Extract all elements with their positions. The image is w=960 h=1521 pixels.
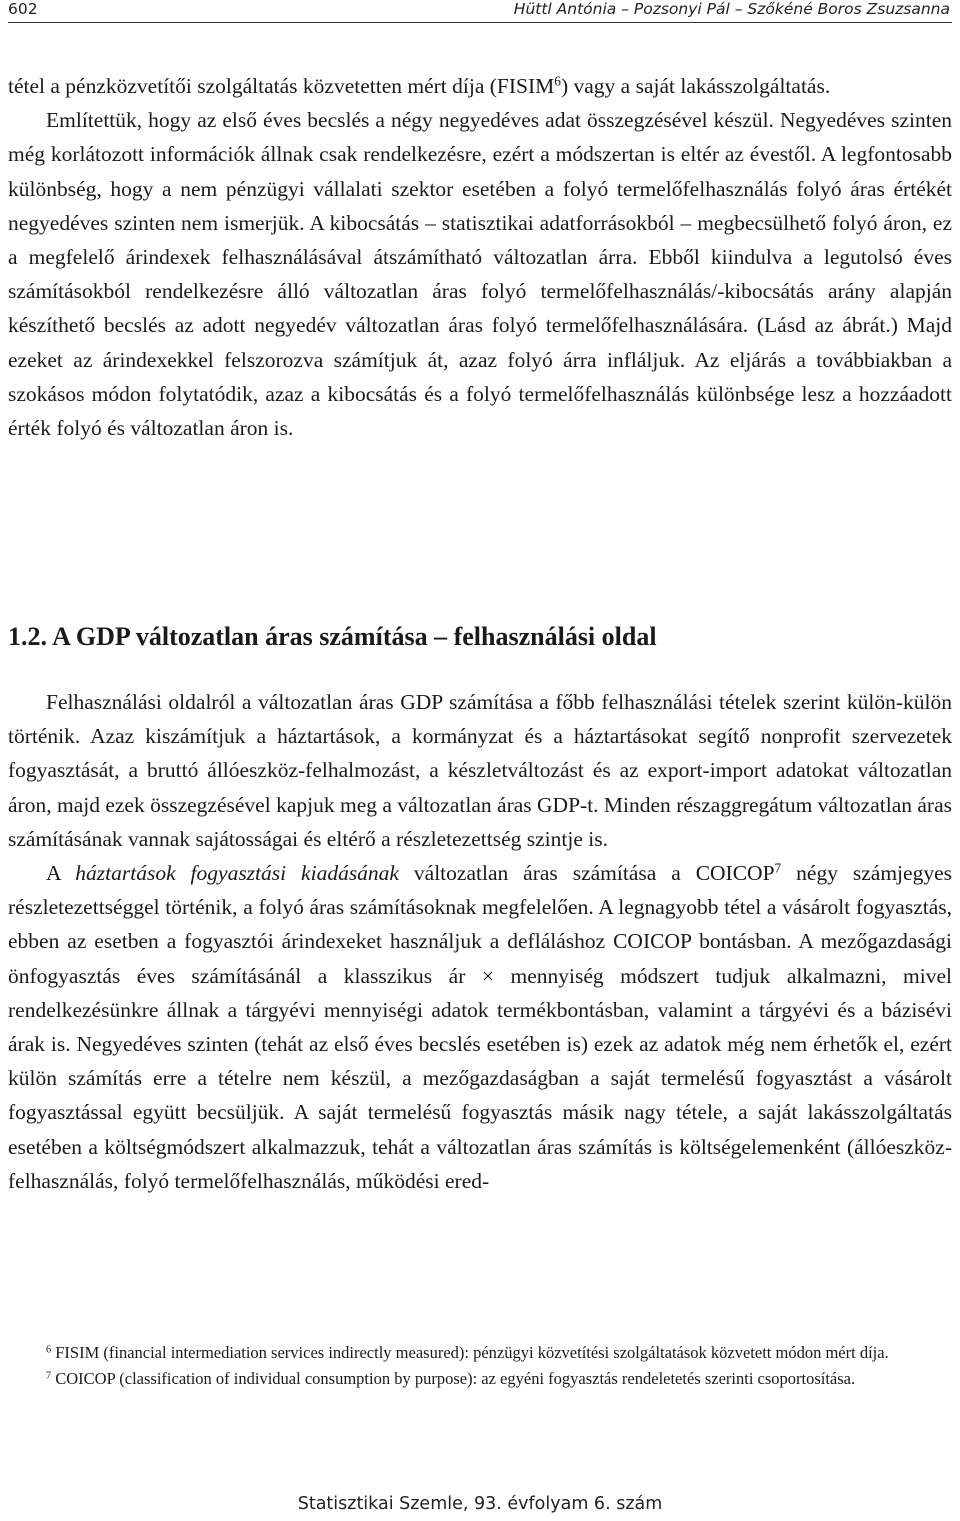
paragraph (8, 69, 952, 103)
text-run: változatlan áras számítása a COICOP (398, 861, 775, 886)
section-2-body (8, 685, 952, 1198)
paragraph (8, 856, 952, 1198)
running-footer: Statisztikai Szemle, 93. évfolyam 6. szám (297, 1494, 663, 1514)
italic-term: háztartások fogyasztási kiadásának (75, 861, 399, 886)
footnote-ref: 6 (554, 73, 561, 89)
footnote-ref: 7 (774, 860, 782, 876)
running-header (8, 0, 952, 23)
footnotes (8, 1340, 952, 1391)
paragraph: Említettük, hogy az első éves becslés a négy negyedéves adat összegzésével készül. Negyedéves szinten még korlátozott információk állnak csak rendelkezésre, ezért a módszertan is eltér az évestől. A legfontosabb különbség, hogy a nem pénzügyi vállalati szektor esetében a folyó termelőfelhasználás folyó áras értékét negyedéves szinten nem ismerjük. A kibocsátás – statisztikai adatforrásokból – megbecsülhető folyó áron, ez a megfelelő árindexek felhasználásával átszámítható változatlan árra. Ebből kiindulva a legutolsó éves számításokból rendelkezésre álló változatlan áras folyó termelőfelhasználás/-kibocsátás arány alapján készíthető becslés az adott negyedév változatlan áras folyó termelőfelhasználására. (Lásd az ábrát.) Majd ezeket az árindexekkel felszorozva számítjuk át, azaz folyó árra infláljuk. Az eljárás a továbbiakban a szokásos módon folytatódik, azaz a kibocsátás és a folyó termelőfelhasználás különbsége lesz a hozzáadott érték folyó és változatlan áron is. (8, 108, 952, 441)
section-heading: 1.2. A GDP változatlan áras számítása – felhasználási oldal (8, 622, 657, 651)
section-1-body (8, 69, 952, 445)
paragraph: Felhasználási oldalról a változatlan áras GDP számítása a főbb felhasználási tételek szerint külön-külön történik. Azaz kiszámítjuk a háztartások, a kormányzat és a háztartásokat segítő nonprofit szervezetek fogyasztását, a bruttó állóeszköz-felhalmozást, a készletváltozást és az export-import adatokat változatlan áron, majd ezek összegzésével kapjuk meg a változatlan áras GDP-t. Minden részaggregátum változatlan áras számításának vannak sajátosságai és eltérő a részletezettség szintje is. (8, 690, 952, 851)
text-run: A (46, 861, 76, 886)
page-number: 602 (8, 0, 38, 18)
footnote-number: 6 (46, 1344, 52, 1356)
footnote (8, 1366, 952, 1392)
text-run: tétel a pénzközvetítői szolgáltatás közvetetten mért díja (FISIM (8, 74, 555, 98)
text-run: ) vagy a saját lakásszolgáltatás. (560, 74, 831, 98)
running-header-authors: Hüttl Antónia – Pozsonyi Pál – Szőkéné Boros Zsuzsanna (513, 0, 950, 18)
text-run: négy számjegyes részletezettséggel történik, a folyó áras számításoknak megfelelően. A legnagyobb tétel a vásárolt fogyasztás, ebben az esetben a fogyasztói árindexeket használjuk a defláláshoz COICOP bontásban. A mezőgazdasági önfogyasztás éves számításánál a klasszikus ár × mennyiség módszert tudjuk alkalmazni, mivel rendelkezésünkre állnak a tárgyévi mennyiségi adatok termékbontásban, valamint a tárgyévi és a bázisévi árak is. Negyedéves szinten (tehát az első éves becslés esetében is) ezek az adatok még nem érhetők el, ezért külön számítás erre a tételre nem készül, a mezőgazdaságban a saját termelésű fogyasztást a vásárolt fogyasztással együtt becsüljük. A saját termelésű fogyasztás másik nagy tétele, a saját lakásszolgáltatás esetében a költségmódszert alkalmazzuk, tehát a változatlan áras számítás is költségelemenként (állóeszköz-felhasználás, folyó termelőfelhasználás, működési ered- (8, 861, 952, 1193)
footnote-text: COICOP (classification of individual consumption by purpose): az egyéni fogyasztás rendeletetés szerinti csoportosítása. (51, 1368, 856, 1388)
footnote-number: 7 (46, 1369, 52, 1381)
footnote (8, 1340, 952, 1366)
footnote-text: FISIM (financial intermediation services indirectly measured): pénzügyi közvetítési szolgáltatások közvetett módon mért díja. (51, 1343, 889, 1362)
